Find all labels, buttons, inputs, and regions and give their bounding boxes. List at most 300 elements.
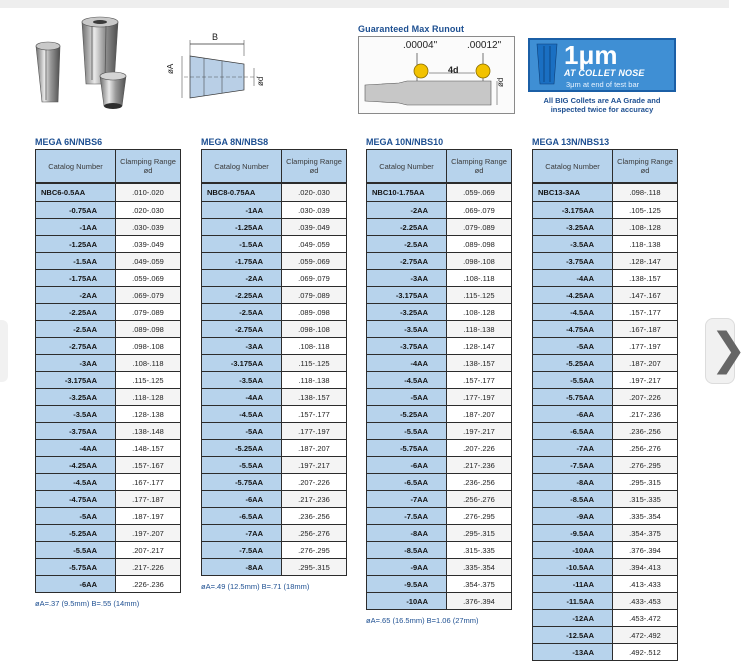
runout-od-label: ød xyxy=(496,77,505,87)
clamping-range-cell: .089-.098 xyxy=(116,321,180,337)
catalog-number-cell: -2.75AA xyxy=(202,321,282,337)
clamping-range-cell: .276-.295 xyxy=(447,508,511,524)
catalog-number-cell: -3.175AA xyxy=(533,202,613,218)
clamping-range-cell: .059-.069 xyxy=(447,184,511,201)
table-row xyxy=(202,558,346,575)
clamping-range-cell: .108-.118 xyxy=(282,338,346,354)
clamping-range-cell: .020-.030 xyxy=(116,202,180,218)
table-row xyxy=(367,524,511,541)
catalog-number-cell: -9.5AA xyxy=(533,525,613,541)
clamping-range-cell: .157-.177 xyxy=(613,304,677,320)
clamping-range-cell: .217-.236 xyxy=(282,491,346,507)
catalog-number-cell: -10.5AA xyxy=(533,559,613,575)
catalog-number-cell: -5.75AA xyxy=(367,440,447,456)
clamping-range-cell: .079-.089 xyxy=(447,219,511,235)
table-row xyxy=(202,235,346,252)
clamping-range-cell: .115-.125 xyxy=(116,372,180,388)
catalog-number-cell: -7.5AA xyxy=(533,457,613,473)
clamping-range-cell: .115-.125 xyxy=(282,355,346,371)
badge-caption: All BIG Collets are AA Grade and inspected twice for accuracy xyxy=(543,96,661,114)
table-row xyxy=(202,354,346,371)
catalog-number-cell: -4AA xyxy=(367,355,447,371)
table-row xyxy=(533,507,677,524)
table-row xyxy=(36,303,180,320)
table-row xyxy=(533,541,677,558)
table-row xyxy=(533,592,677,609)
runout-value-right: .00012" xyxy=(467,40,502,51)
table-row xyxy=(36,286,180,303)
catalog-number-cell: -6AA xyxy=(533,406,613,422)
clamping-range-cell: .335-.354 xyxy=(447,559,511,575)
catalog-number-cell: -2.25AA xyxy=(202,287,282,303)
table-row xyxy=(36,405,180,422)
table-row xyxy=(202,303,346,320)
badge-runout-value: 1μm xyxy=(564,40,618,70)
catalog-number-cell: -2AA xyxy=(202,270,282,286)
col-header-clamping: Clamping Range ød xyxy=(286,157,342,175)
table-row xyxy=(533,354,677,371)
col-header-catalog: Catalog Number xyxy=(202,150,282,182)
table-row xyxy=(367,320,511,337)
catalog-number-cell: -3.175AA xyxy=(202,355,282,371)
table-row xyxy=(367,422,511,439)
catalog-number-cell: -4.25AA xyxy=(533,287,613,303)
clamping-range-cell: .108-.118 xyxy=(447,270,511,286)
table-row xyxy=(36,371,180,388)
clamping-range-cell: .098-.108 xyxy=(447,253,511,269)
clamping-range-cell: .079-.089 xyxy=(116,304,180,320)
catalog-number-cell: -3.75AA xyxy=(367,338,447,354)
clamping-range-cell: .049-.059 xyxy=(282,236,346,252)
table-row xyxy=(367,201,511,218)
catalog-number-cell: -9AA xyxy=(367,559,447,575)
catalog-number-cell: -6.5AA xyxy=(533,423,613,439)
table-row xyxy=(533,456,677,473)
carousel-prev-button[interactable] xyxy=(0,320,8,382)
catalog-number-cell: -8AA xyxy=(533,474,613,490)
collet-photo xyxy=(34,14,146,114)
clamping-range-cell: .049-.059 xyxy=(116,253,180,269)
catalog-number-cell: -8.5AA xyxy=(367,542,447,558)
clamping-range-cell: .108-.128 xyxy=(447,304,511,320)
clamping-range-cell: .207-.226 xyxy=(613,389,677,405)
table-row xyxy=(36,524,180,541)
table-row xyxy=(36,507,180,524)
catalog-number-cell: -2.25AA xyxy=(367,219,447,235)
clamping-range-cell: .020-.030 xyxy=(282,184,346,201)
catalog-number-cell: -1.75AA xyxy=(202,253,282,269)
catalog-number-cell: -8AA xyxy=(202,559,282,575)
clamping-range-cell: .059-.069 xyxy=(116,270,180,286)
catalog-number-cell: -3.75AA xyxy=(36,423,116,439)
table-row xyxy=(367,592,511,609)
clamping-range-cell: .089-.098 xyxy=(447,236,511,252)
table-row xyxy=(36,337,180,354)
clamping-range-cell: .108-.118 xyxy=(116,355,180,371)
clamping-range-cell: .039-.049 xyxy=(282,219,346,235)
catalog-number-cell: -5.75AA xyxy=(202,474,282,490)
table-header xyxy=(36,150,180,184)
table-row xyxy=(36,201,180,218)
table-row xyxy=(367,218,511,235)
table-row xyxy=(533,558,677,575)
table-row xyxy=(367,507,511,524)
col-header-catalog: Catalog Number xyxy=(533,150,613,182)
clamping-range-cell: .472-.492 xyxy=(613,627,677,643)
catalog-number-cell: -11.5AA xyxy=(533,593,613,609)
catalog-number-cell: -3.175AA xyxy=(367,287,447,303)
catalog-number-cell: -4AA xyxy=(202,389,282,405)
clamping-range-cell: .118-.128 xyxy=(116,389,180,405)
clamping-range-cell: .118-.138 xyxy=(613,236,677,252)
catalog-number-cell: -4.5AA xyxy=(367,372,447,388)
catalog-number-cell: -3.75AA xyxy=(533,253,613,269)
catalog-number-cell: NBC10-1.75AA xyxy=(367,184,447,201)
table-row xyxy=(533,405,677,422)
table-header xyxy=(367,150,511,184)
table-row xyxy=(533,575,677,592)
table-row xyxy=(367,337,511,354)
catalog-number-cell: -2.5AA xyxy=(202,304,282,320)
table-row xyxy=(36,490,180,507)
table-row xyxy=(36,558,180,575)
catalog-number-cell: -5AA xyxy=(202,423,282,439)
table-row xyxy=(202,405,346,422)
table-row xyxy=(533,218,677,235)
catalog-number-cell: -3.5AA xyxy=(533,236,613,252)
table-row xyxy=(367,252,511,269)
catalog-number-cell: -5.75AA xyxy=(533,389,613,405)
catalog-number-cell: -7AA xyxy=(533,440,613,456)
catalog-number-cell: -13AA xyxy=(533,644,613,660)
table-row xyxy=(202,507,346,524)
clamping-range-cell: .010-.020 xyxy=(116,184,180,201)
clamping-range-cell: .177-.187 xyxy=(116,491,180,507)
catalog-number-cell: NBC6-0.5AA xyxy=(36,184,116,201)
runout-value-left: .00004" xyxy=(403,40,438,51)
clamping-range-cell: .256-.276 xyxy=(282,525,346,541)
clamping-range-cell: .217-.236 xyxy=(613,406,677,422)
table-row xyxy=(36,439,180,456)
clamping-range-cell: .030-.039 xyxy=(116,219,180,235)
clamping-range-cell: .138-.148 xyxy=(116,423,180,439)
table-row xyxy=(367,286,511,303)
table-row xyxy=(533,320,677,337)
clamping-range-cell: .108-.128 xyxy=(613,219,677,235)
clamping-range-cell: .236-.256 xyxy=(282,508,346,524)
catalog-number-cell: -5.25AA xyxy=(36,525,116,541)
clamping-range-cell: .148-.157 xyxy=(116,440,180,456)
catalog-number-cell: -4.5AA xyxy=(202,406,282,422)
table-row xyxy=(36,218,180,235)
table-row xyxy=(202,541,346,558)
table-row xyxy=(202,388,346,405)
catalog-number-cell: NBC13-3AA xyxy=(533,184,613,201)
clamping-range-cell: .276-.295 xyxy=(613,457,677,473)
table-header xyxy=(202,150,346,184)
catalog-number-cell: -5.5AA xyxy=(202,457,282,473)
clamping-range-cell: .147-.167 xyxy=(613,287,677,303)
catalog-number-cell: -2.75AA xyxy=(367,253,447,269)
catalog-number-cell: -10AA xyxy=(533,542,613,558)
table-group-8n xyxy=(201,136,347,591)
clamping-range-cell: .030-.039 xyxy=(282,202,346,218)
clamping-range-cell: .492-.512 xyxy=(613,644,677,660)
table-row xyxy=(202,439,346,456)
clamping-range-cell: .177-.197 xyxy=(447,389,511,405)
catalog-number-cell: -4.25AA xyxy=(36,457,116,473)
collet-table xyxy=(35,149,181,593)
clamping-range-cell: .354-.375 xyxy=(447,576,511,592)
table-row xyxy=(36,456,180,473)
clamping-range-cell: .098-.118 xyxy=(613,184,677,201)
clamping-range-cell: .207-.217 xyxy=(116,542,180,558)
catalog-number-cell: -2.25AA xyxy=(36,304,116,320)
catalog-number-cell: -1.25AA xyxy=(202,219,282,235)
group-title: MEGA 8N/NBS8 xyxy=(201,137,269,147)
table-row xyxy=(533,388,677,405)
catalog-number-cell: -5AA xyxy=(533,338,613,354)
clamping-range-cell: .276-.295 xyxy=(282,542,346,558)
catalog-number-cell: -5.5AA xyxy=(367,423,447,439)
clamping-range-cell: .207-.226 xyxy=(447,440,511,456)
table-row xyxy=(533,609,677,626)
table-header xyxy=(533,150,677,184)
clamping-range-cell: .335-.354 xyxy=(613,508,677,524)
table-row xyxy=(202,252,346,269)
catalog-number-cell: -2.5AA xyxy=(36,321,116,337)
clamping-range-cell: .138-.157 xyxy=(447,355,511,371)
table-body xyxy=(367,184,511,609)
clamping-range-cell: .138-.157 xyxy=(613,270,677,286)
catalog-number-cell: -7.5AA xyxy=(202,542,282,558)
clamping-range-cell: .079-.089 xyxy=(282,287,346,303)
table-row xyxy=(202,524,346,541)
catalog-number-cell: -6AA xyxy=(367,457,447,473)
clamping-range-cell: .187-.207 xyxy=(447,406,511,422)
catalog-number-cell: -9.5AA xyxy=(367,576,447,592)
clamping-range-cell: .217-.226 xyxy=(116,559,180,575)
catalog-number-cell: -3.175AA xyxy=(36,372,116,388)
table-row xyxy=(367,490,511,507)
catalog-number-cell: -4.75AA xyxy=(533,321,613,337)
accuracy-badge xyxy=(528,38,676,92)
clamping-range-cell: .187-.207 xyxy=(613,355,677,371)
clamping-range-cell: .157-.177 xyxy=(282,406,346,422)
clamping-range-cell: .236-.256 xyxy=(613,423,677,439)
table-row xyxy=(367,303,511,320)
table-row xyxy=(202,422,346,439)
clamping-range-cell: .453-.472 xyxy=(613,610,677,626)
clamping-range-cell: .376-.394 xyxy=(613,542,677,558)
catalog-number-cell: -8.5AA xyxy=(533,491,613,507)
clamping-range-cell: .226-.236 xyxy=(116,576,180,592)
clamping-range-cell: .167-.187 xyxy=(613,321,677,337)
table-row xyxy=(367,456,511,473)
clamping-range-cell: .197-.217 xyxy=(282,457,346,473)
catalog-number-cell: -1.75AA xyxy=(36,270,116,286)
table-row xyxy=(36,184,180,201)
clamping-range-cell: .138-.157 xyxy=(282,389,346,405)
table-row xyxy=(367,405,511,422)
clamping-range-cell: .295-.315 xyxy=(282,559,346,575)
table-row xyxy=(533,269,677,286)
catalog-number-cell: -1AA xyxy=(202,202,282,218)
clamping-range-cell: .177-.197 xyxy=(613,338,677,354)
col-header-catalog: Catalog Number xyxy=(367,150,447,182)
catalog-number-cell: -3.25AA xyxy=(367,304,447,320)
catalog-number-cell: -5.5AA xyxy=(533,372,613,388)
clamping-range-cell: .413-.433 xyxy=(613,576,677,592)
table-row xyxy=(533,371,677,388)
table-row xyxy=(533,235,677,252)
catalog-number-cell: -12.5AA xyxy=(533,627,613,643)
clamping-range-cell: .207-.226 xyxy=(282,474,346,490)
clamping-range-cell: .376-.394 xyxy=(447,593,511,609)
group-title: MEGA 13N/NBS13 xyxy=(532,137,610,147)
catalog-number-cell: -5.25AA xyxy=(533,355,613,371)
clamping-range-cell: .069-.079 xyxy=(282,270,346,286)
clamping-range-cell: .394-.413 xyxy=(613,559,677,575)
runout-distance-label: 4d xyxy=(448,65,459,75)
table-row xyxy=(202,337,346,354)
top-band xyxy=(0,0,729,8)
table-row xyxy=(367,184,511,201)
catalog-number-cell: -5.25AA xyxy=(367,406,447,422)
clamping-range-cell: .059-.069 xyxy=(282,253,346,269)
table-row xyxy=(36,473,180,490)
catalog-number-cell: -5.5AA xyxy=(36,542,116,558)
catalog-number-cell: -9AA xyxy=(533,508,613,524)
catalog-number-cell: -6.5AA xyxy=(202,508,282,524)
collet-dimension-drawing xyxy=(162,32,270,108)
clamping-range-cell: .105-.125 xyxy=(613,202,677,218)
clamping-range-cell: .069-.079 xyxy=(447,202,511,218)
collet-table xyxy=(201,149,347,576)
table-row xyxy=(202,218,346,235)
clamping-range-cell: .128-.147 xyxy=(447,338,511,354)
catalog-number-cell: -3AA xyxy=(36,355,116,371)
catalog-number-cell: -0.75AA xyxy=(36,202,116,218)
runout-diagram xyxy=(358,36,515,114)
table-row xyxy=(367,439,511,456)
catalog-number-cell: -7.5AA xyxy=(367,508,447,524)
dimension-oa-label: øA xyxy=(166,63,175,74)
carousel-next-button[interactable] xyxy=(705,318,747,384)
clamping-range-cell: .089-.098 xyxy=(282,304,346,320)
table-row xyxy=(533,643,677,660)
catalog-number-cell: -4.75AA xyxy=(36,491,116,507)
catalog-number-cell: -1AA xyxy=(36,219,116,235)
clamping-range-cell: .354-.375 xyxy=(613,525,677,541)
table-row xyxy=(367,235,511,252)
col-header-clamping: Clamping Range ød xyxy=(451,157,507,175)
clamping-range-cell: .098-.108 xyxy=(282,321,346,337)
table-row xyxy=(202,286,346,303)
clamping-range-cell: .069-.079 xyxy=(116,287,180,303)
badge-note: 3μm at end of test bar xyxy=(566,80,640,89)
table-row xyxy=(36,269,180,286)
group-footer: øA=.49 (12.5mm) B=.71 (18mm) xyxy=(201,582,310,591)
table-row xyxy=(36,422,180,439)
clamping-range-cell: .157-.177 xyxy=(447,372,511,388)
table-row xyxy=(367,541,511,558)
group-footer: øA=.65 (16.5mm) B=1.06 (27mm) xyxy=(366,616,479,625)
catalog-number-cell: -5AA xyxy=(367,389,447,405)
catalog-number-cell: -3.25AA xyxy=(36,389,116,405)
table-row xyxy=(533,422,677,439)
collet-table xyxy=(532,149,678,661)
clamping-range-cell: .128-.138 xyxy=(116,406,180,422)
table-row xyxy=(533,286,677,303)
clamping-range-cell: .256-.276 xyxy=(447,491,511,507)
catalog-number-cell: -6AA xyxy=(202,491,282,507)
table-row xyxy=(36,575,180,592)
table-row xyxy=(36,388,180,405)
catalog-number-cell: -2AA xyxy=(36,287,116,303)
table-row xyxy=(367,558,511,575)
clamping-range-cell: .295-.315 xyxy=(447,525,511,541)
clamping-range-cell: .039-.049 xyxy=(116,236,180,252)
catalog-number-cell: -5AA xyxy=(36,508,116,524)
table-row xyxy=(367,473,511,490)
table-body xyxy=(533,184,677,660)
clamping-range-cell: .118-.138 xyxy=(282,372,346,388)
catalog-number-cell: -7AA xyxy=(202,525,282,541)
group-title: MEGA 10N/NBS10 xyxy=(366,137,444,147)
clamping-range-cell: .115-.125 xyxy=(447,287,511,303)
table-row xyxy=(202,201,346,218)
table-row xyxy=(202,320,346,337)
catalog-number-cell: -2.5AA xyxy=(367,236,447,252)
table-row xyxy=(36,541,180,558)
table-row xyxy=(202,473,346,490)
catalog-number-cell: -10AA xyxy=(367,593,447,609)
catalog-number-cell: -1.5AA xyxy=(36,253,116,269)
runout-title: Guaranteed Max Runout xyxy=(358,24,465,34)
clamping-range-cell: .197-.217 xyxy=(613,372,677,388)
catalog-number-cell: -2.75AA xyxy=(36,338,116,354)
table-body xyxy=(36,184,180,592)
clamping-range-cell: .098-.108 xyxy=(116,338,180,354)
col-header-clamping: Clamping Range ød xyxy=(120,157,176,175)
catalog-number-cell: -3.5AA xyxy=(202,372,282,388)
table-body xyxy=(202,184,346,575)
table-row xyxy=(202,456,346,473)
table-row xyxy=(36,320,180,337)
clamping-range-cell: .157-.167 xyxy=(116,457,180,473)
clamping-range-cell: .197-.207 xyxy=(116,525,180,541)
clamping-range-cell: .433-.453 xyxy=(613,593,677,609)
catalog-number-cell: -3.5AA xyxy=(36,406,116,422)
table-row xyxy=(533,337,677,354)
catalog-number-cell: NBC8-0.75AA xyxy=(202,184,282,201)
clamping-range-cell: .315-.335 xyxy=(447,542,511,558)
catalog-number-cell: -6AA xyxy=(36,576,116,592)
clamping-range-cell: .295-.315 xyxy=(613,474,677,490)
table-row xyxy=(533,524,677,541)
catalog-number-cell: -4.5AA xyxy=(36,474,116,490)
catalog-number-cell: -3.25AA xyxy=(533,219,613,235)
badge-subtitle: AT COLLET NOSE xyxy=(564,68,645,78)
collet-table xyxy=(366,149,512,610)
catalog-number-cell: -5.25AA xyxy=(202,440,282,456)
dimension-b-label: B xyxy=(212,32,219,42)
clamping-range-cell: .187-.197 xyxy=(116,508,180,524)
table-row xyxy=(36,235,180,252)
table-group-10n xyxy=(366,136,512,625)
col-header-clamping: Clamping Range ød xyxy=(617,157,673,175)
